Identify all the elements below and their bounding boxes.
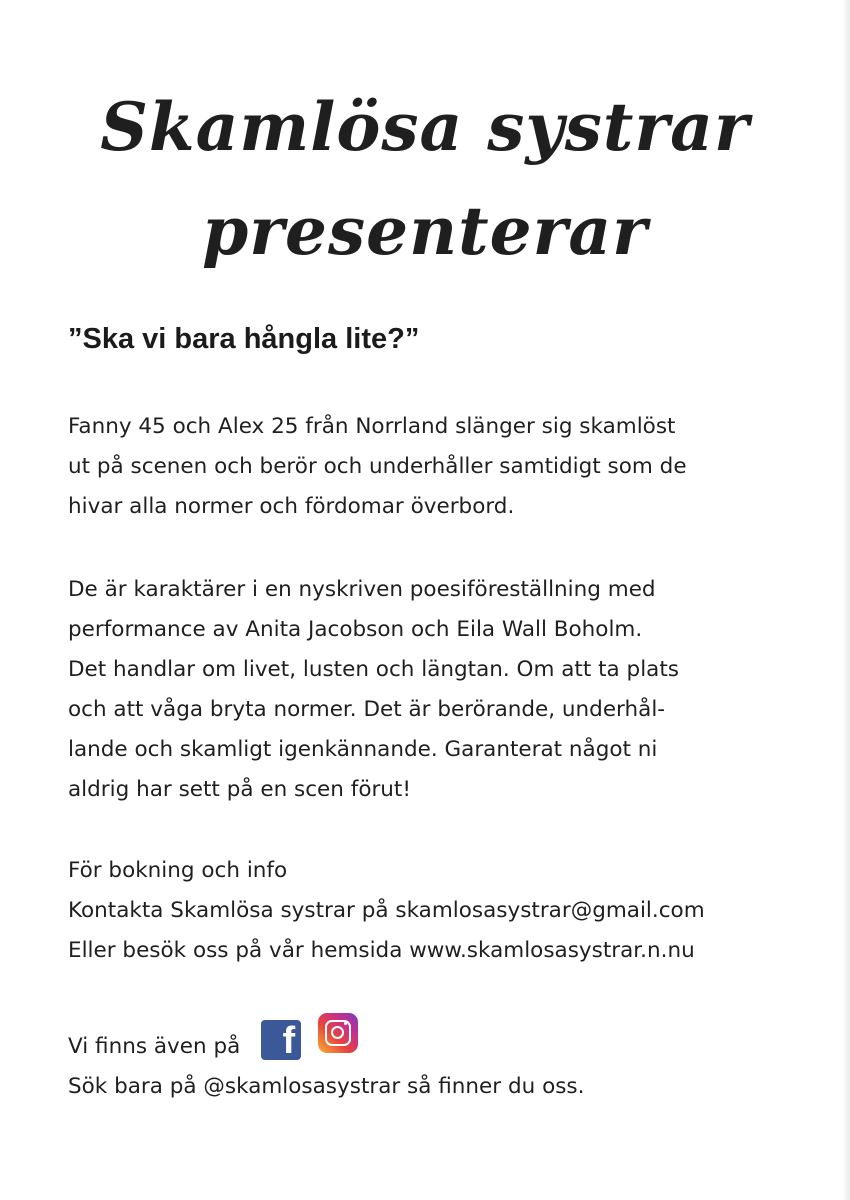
intro-line: hivar alla normer och fördomar överbord.	[68, 494, 515, 519]
description-paragraph	[68, 570, 788, 810]
facebook-icon: f	[261, 1020, 301, 1060]
intro-line: ut på scenen och berör och underhåller samtidigt som de	[68, 454, 687, 479]
intro-paragraph	[68, 407, 788, 527]
social-line	[68, 1013, 788, 1067]
description-line: aldrig har sett på en scen förut!	[68, 777, 411, 802]
contact-email-line: Kontakta Skamlösa systrar på skamlosasystrar@gmail.com	[68, 898, 705, 923]
instagram-lens	[331, 1026, 344, 1039]
title-line-2: presenterar	[202, 192, 648, 270]
intro-line: Fanny 45 och Alex 25 från Norrland slänger sig skamlöst	[68, 414, 676, 439]
social-paragraph	[68, 1013, 788, 1107]
page-edge-shadow	[842, 0, 850, 1200]
description-line: Det handlar om livet, lusten och längtan. Om att ta plats	[68, 657, 679, 682]
title-line-1: Skamlösa systrar	[100, 88, 750, 166]
description-line: lande och skamligt igenkännande. Garanterat något ni	[68, 737, 658, 762]
description-line: De är karaktärer i en nyskriven poesiföreställning med	[68, 577, 656, 602]
description-line: och att våga bryta normer. Det är berörande, underhål-	[68, 697, 666, 722]
contact-paragraph	[68, 851, 788, 971]
social-intro: Vi finns även på	[68, 1034, 241, 1059]
instagram-dot	[344, 1022, 347, 1025]
contact-website-line: Eller besök oss på vår hemsida www.skamlosasystrar.n.nu	[68, 938, 695, 963]
instagram-icon	[318, 1013, 358, 1053]
headline: ”Ska vi bara hångla lite?”	[68, 323, 420, 355]
description-line: performance av Anita Jacobson och Eila Wall Boholm.	[68, 617, 643, 642]
social-search-hint: Sök bara på @skamlosasystrar så finner du oss.	[68, 1074, 585, 1099]
contact-heading: För bokning och info	[68, 858, 288, 883]
